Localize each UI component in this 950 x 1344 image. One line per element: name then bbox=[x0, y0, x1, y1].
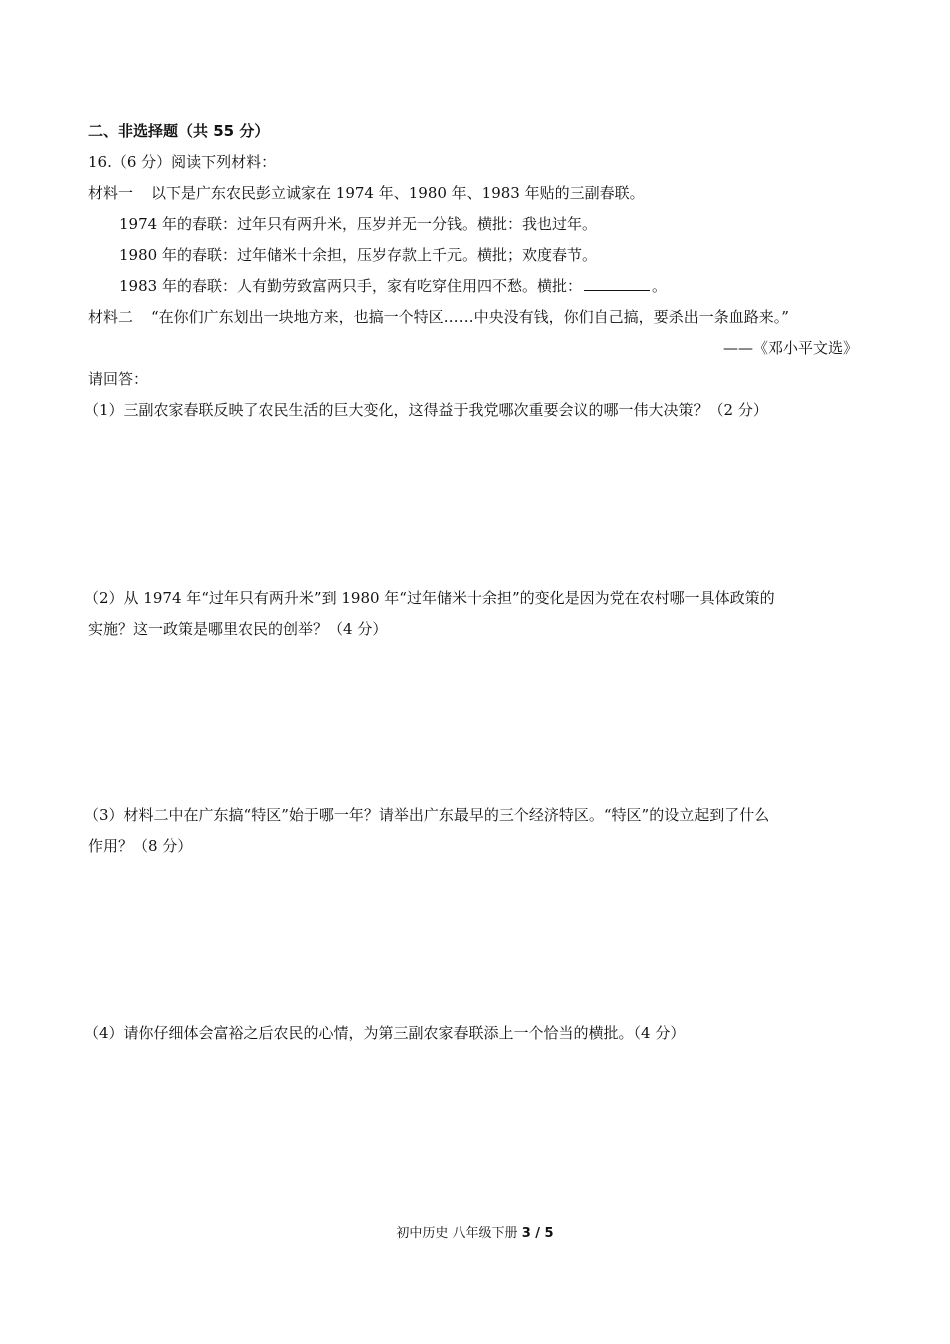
subquestion-3-line2: 作用？（8 分） bbox=[88, 837, 193, 855]
subquestion-4: （4）请你仔细体会富裕之后农民的心情，为第三副农家春联添上一个恰当的横批。（4 分） bbox=[84, 1024, 686, 1042]
page-footer bbox=[0, 1225, 950, 1243]
answer-area-3[interactable] bbox=[88, 866, 862, 1016]
couplet-1974: 1974 年的春联：过年只有两升米，压岁并无一分钱。横批：我也过年。 bbox=[119, 215, 597, 233]
subquestion-2-line2: 实施？这一政策是哪里农民的创举？（4 分） bbox=[88, 620, 388, 638]
footer-subject: 初中历史 八年级下册 bbox=[396, 1226, 518, 1241]
answer-area-2[interactable] bbox=[88, 650, 862, 790]
subquestion-2-line1: （2）从 1974 年“过年只有两升米”到 1980 年“过年储米十余担”的变化是因为党在农村哪一具体政策的 bbox=[84, 589, 775, 607]
couplet-1983-blank bbox=[584, 276, 650, 291]
material1-label: 材料一 bbox=[88, 184, 134, 202]
material2-line bbox=[88, 306, 789, 328]
material1-line bbox=[88, 182, 645, 204]
couplet-1983-text: 1983 年的春联：人有勤劳致富两只手，家有吃穿住用四不愁。横批： bbox=[119, 277, 582, 295]
section-heading: 二、非选择题（共 55 分） bbox=[88, 122, 270, 140]
question-number-line: 16.（6 分）阅读下列材料： bbox=[88, 153, 277, 171]
material1-intro: 以下是广东农民彭立诚家在 1974 年、1980 年、1983 年贴的三副春联。 bbox=[151, 184, 645, 202]
couplet-1983-end: 。 bbox=[651, 277, 667, 295]
couplet-1983 bbox=[119, 275, 667, 297]
page-number: 3 / 5 bbox=[521, 1226, 554, 1241]
answer-area-1[interactable] bbox=[88, 430, 862, 580]
material2-label: 材料二 bbox=[88, 308, 134, 326]
answer-area-4[interactable] bbox=[88, 1054, 862, 1204]
couplet-1980: 1980 年的春联：过年储米十余担，压岁存款上千元。横批；欢度春节。 bbox=[119, 246, 597, 264]
subquestion-1: （1）三副农家春联反映了农民生活的巨大变化，这得益于我党哪次重要会议的哪一伟大决策？（2 分） bbox=[84, 401, 768, 419]
answer-prompt: 请回答： bbox=[88, 370, 149, 388]
subquestion-3-line1: （3）材料二中在广东搞“特区”始于哪一年？请举出广东最早的三个经济特区。“特区”的设立起到了什么 bbox=[84, 806, 770, 824]
material2-quote: “在你们广东划出一块地方来，也搞一个特区……中央没有钱，你们自己搞，要杀出一条血路来。” bbox=[151, 308, 789, 326]
material2-source: ——《邓小平文选》 bbox=[722, 339, 858, 357]
